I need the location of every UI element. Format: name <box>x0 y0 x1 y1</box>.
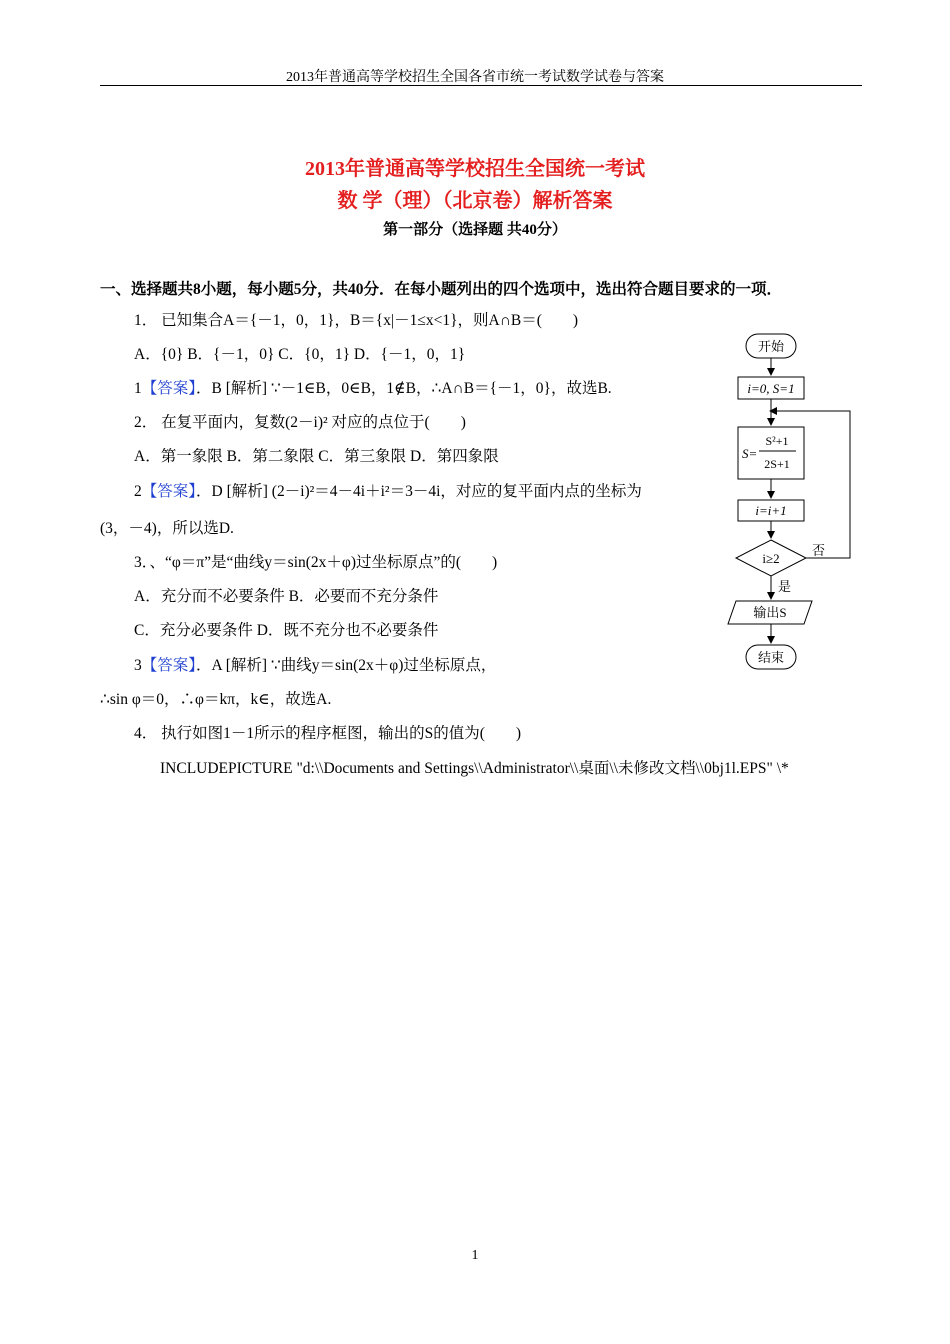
question-3: 3．、“φ＝π”是“曲线y＝sin(2x＋φ)过坐标原点”的( ) <box>134 554 498 571</box>
flow-start-label: 开始 <box>757 339 785 354</box>
answer-2-continuation: (3，－4)，所以选D. <box>100 520 234 537</box>
flow-assign-prefix: S= <box>742 446 758 461</box>
question-2-options: A．第一象限 B．第二象限 C．第三象限 D．第四象限 <box>134 448 499 465</box>
answer-1-text: ．B [解析] ∵－1∈B，0∈B，1∉B，∴A∩B＝{－1，0}，故选B. <box>196 380 612 397</box>
flow-output-label: 输出S <box>753 605 787 620</box>
flow-end-label: 结束 <box>757 650 785 665</box>
question-2: 2． 在复平面内，复数(2－i)² 对应的点位于( ) <box>134 414 466 431</box>
question-1: 1． 已知集合A＝{－1，0，1}，B＝{x|－1≤x<1}，则A∩B＝( ) <box>134 312 579 329</box>
answer-3-text: ．A [解析] ∵曲线y＝sin(2x＋φ)过坐标原点， <box>196 657 497 674</box>
answer-3 <box>134 653 496 675</box>
answer-2-text: ．D [解析] (2－i)²＝4－4i＋i²＝3－4i，对应的复平面内点的坐标为 <box>196 483 642 500</box>
question-1-options: A．{0} B．{－1，0} C．{0，1} D．{－1，0，1} <box>134 346 466 363</box>
program-flowchart <box>726 328 860 678</box>
flow-yes-label: 是 <box>778 579 792 594</box>
question-3-options-ab: A．充分而不必要条件 B．必要而不充分条件 <box>134 588 439 605</box>
question-3-options-cd: C．充分必要条件 D．既不充分也不必要条件 <box>134 622 439 639</box>
answer-label: 【答案】 <box>141 657 197 674</box>
part-heading: 第一部分（选择题 共40分） <box>383 222 567 238</box>
includepicture-field: INCLUDEPICTURE "d:\\Documents and Settings\\Administrator\\桌面\\未修改文档\\0bj1l.EPS" \* <box>160 760 789 777</box>
section-heading: 一、选择题共8小题，每小题5分，共40分．在每小题列出的四个选项中，选出符合题目要求的一项． <box>100 281 783 298</box>
document-subtitle: 数 学（理）（北京卷）解析答案 <box>337 190 613 212</box>
flow-fraction-denominator: 2S+1 <box>764 457 790 471</box>
answer-2 <box>134 479 642 501</box>
document-title: 2013年普通高等学校招生全国统一考试 <box>305 158 645 180</box>
answer-3-number: 3 <box>134 657 142 674</box>
answer-2-number: 2 <box>134 483 142 500</box>
flow-init-label: i=0, S=1 <box>747 381 795 396</box>
flow-no-label: 否 <box>812 543 826 558</box>
flow-increment-label: i=i+1 <box>755 503 787 518</box>
running-header: 2013年普通高等学校招生全国各省市统一考试数学试卷与答案 <box>286 70 664 85</box>
answer-label: 【答案】 <box>141 380 197 397</box>
answer-1 <box>134 376 612 398</box>
flow-decision-label: i≥2 <box>762 551 780 566</box>
question-4: 4． 执行如图1－1所示的程序框图，输出的S的值为( ) <box>134 725 522 742</box>
header-rule <box>100 85 862 86</box>
answer-1-number: 1 <box>134 380 142 397</box>
flow-fraction-numerator: S²+1 <box>765 434 789 448</box>
answer-label: 【答案】 <box>141 483 197 500</box>
answer-3-continuation: ∴sin φ＝0，∴φ＝kπ，k∈，故选A. <box>100 691 332 708</box>
page-number: 1 <box>471 1248 479 1263</box>
